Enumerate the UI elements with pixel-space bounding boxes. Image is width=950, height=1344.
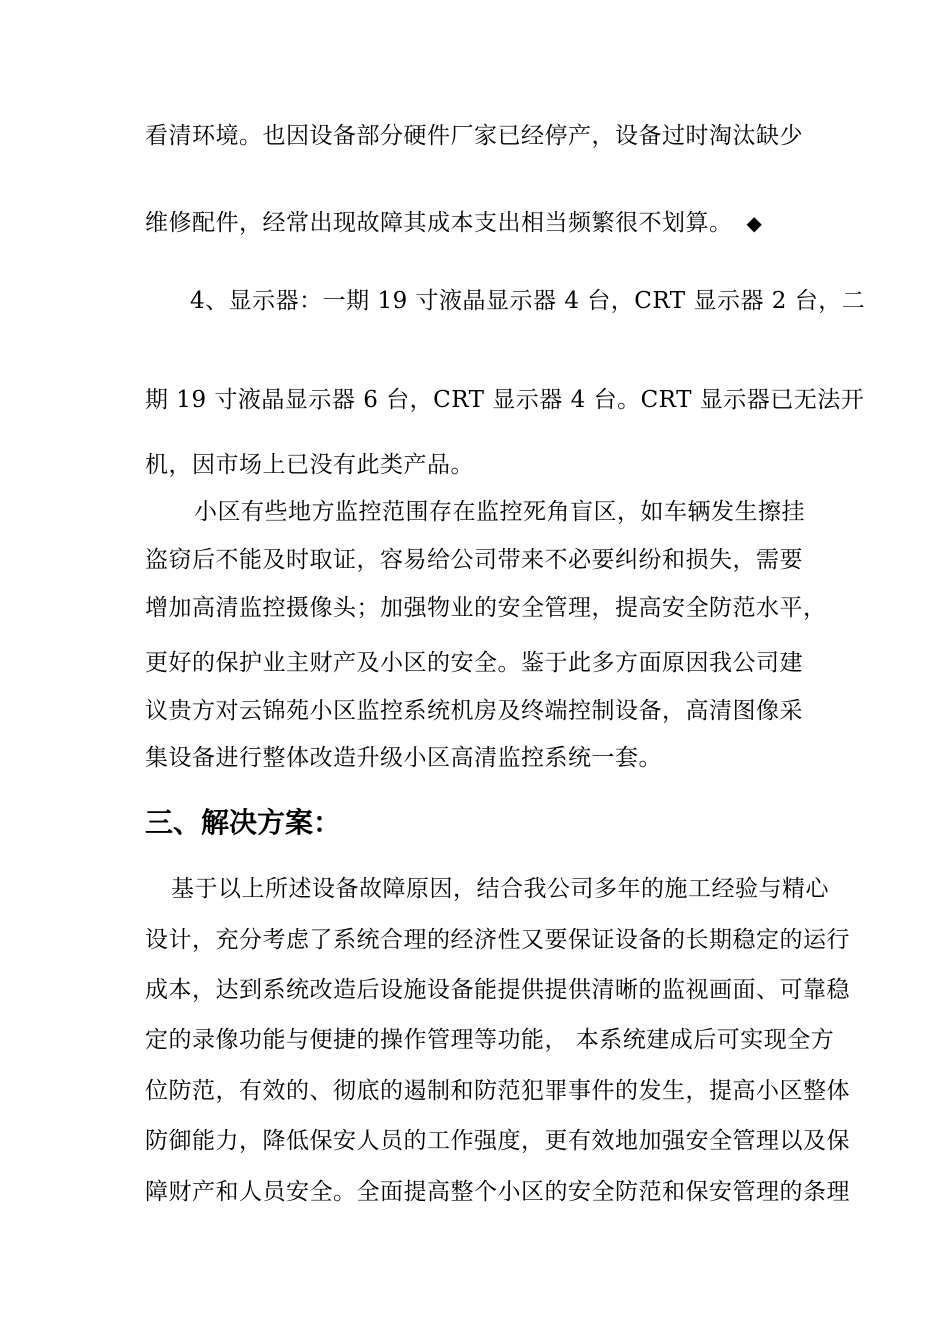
text-line: 设计，充分考虑了系统合理的经济性又要保证设备的长期稳定的运行 — [145, 927, 850, 953]
text-line — [145, 208, 762, 238]
text-line: 机，因市场上已没有此类产品。 — [145, 452, 474, 478]
text-line: 议贵方对云锦苑小区监控系统机房及终端控制设备，高清图像采 — [145, 698, 803, 724]
text-line: 增加高清监控摄像头；加强物业的安全管理，提高安全防范水平， — [145, 595, 827, 621]
section-heading: 三、解决方案： — [145, 806, 342, 839]
text-line: 更好的保护业主财产及小区的安全。鉴于此多方面原因我公司建 — [145, 650, 803, 676]
text-line: 集设备进行整体改造升级小区高清监控系统一套。 — [145, 745, 662, 771]
text-line: 4、显示器：一期 19 寸液晶显示器 4 台，CRT 显示器 2 台，二 — [190, 288, 866, 314]
text-line: 盗窃后不能及时取证，容易给公司带来不必要纠纷和损失，需要 — [145, 547, 803, 573]
text-line: 基于以上所述设备故障原因，结合我公司多年的施工经验与精心 — [171, 876, 829, 902]
diamond-icon: ◆ — [746, 211, 763, 235]
text-line: 期 19 寸液晶显示器 6 台，CRT 显示器 4 台。CRT 显示器已无法开 — [145, 387, 865, 413]
text-line: 位防范，有效的、彻底的遏制和防范犯罪事件的发生，提高小区整体 — [145, 1078, 850, 1104]
text-line: 定的录像功能与便捷的操作管理等功能， 本系统建成后可实现全方 — [145, 1027, 835, 1053]
text-line: 防御能力，降低保安人员的工作强度，更有效地加强安全管理以及保 — [145, 1128, 850, 1154]
text-line: 小区有些地方监控范围存在监控死角盲区，如车辆发生擦挂 — [194, 499, 805, 525]
text-line: 成本，达到系统改造后设施设备能提供提供清晰的监视画面、可靠稳 — [145, 977, 850, 1003]
text-span: 维修配件，经常出现故障其成本支出相当频繁很不划算。 — [145, 210, 733, 236]
text-line: 障财产和人员安全。全面提高整个小区的安全防范和保安管理的条理 — [145, 1179, 850, 1205]
text-line: 看清环境。也因设备部分硬件厂家已经停产，设备过时淘汰缺少 — [145, 123, 803, 149]
